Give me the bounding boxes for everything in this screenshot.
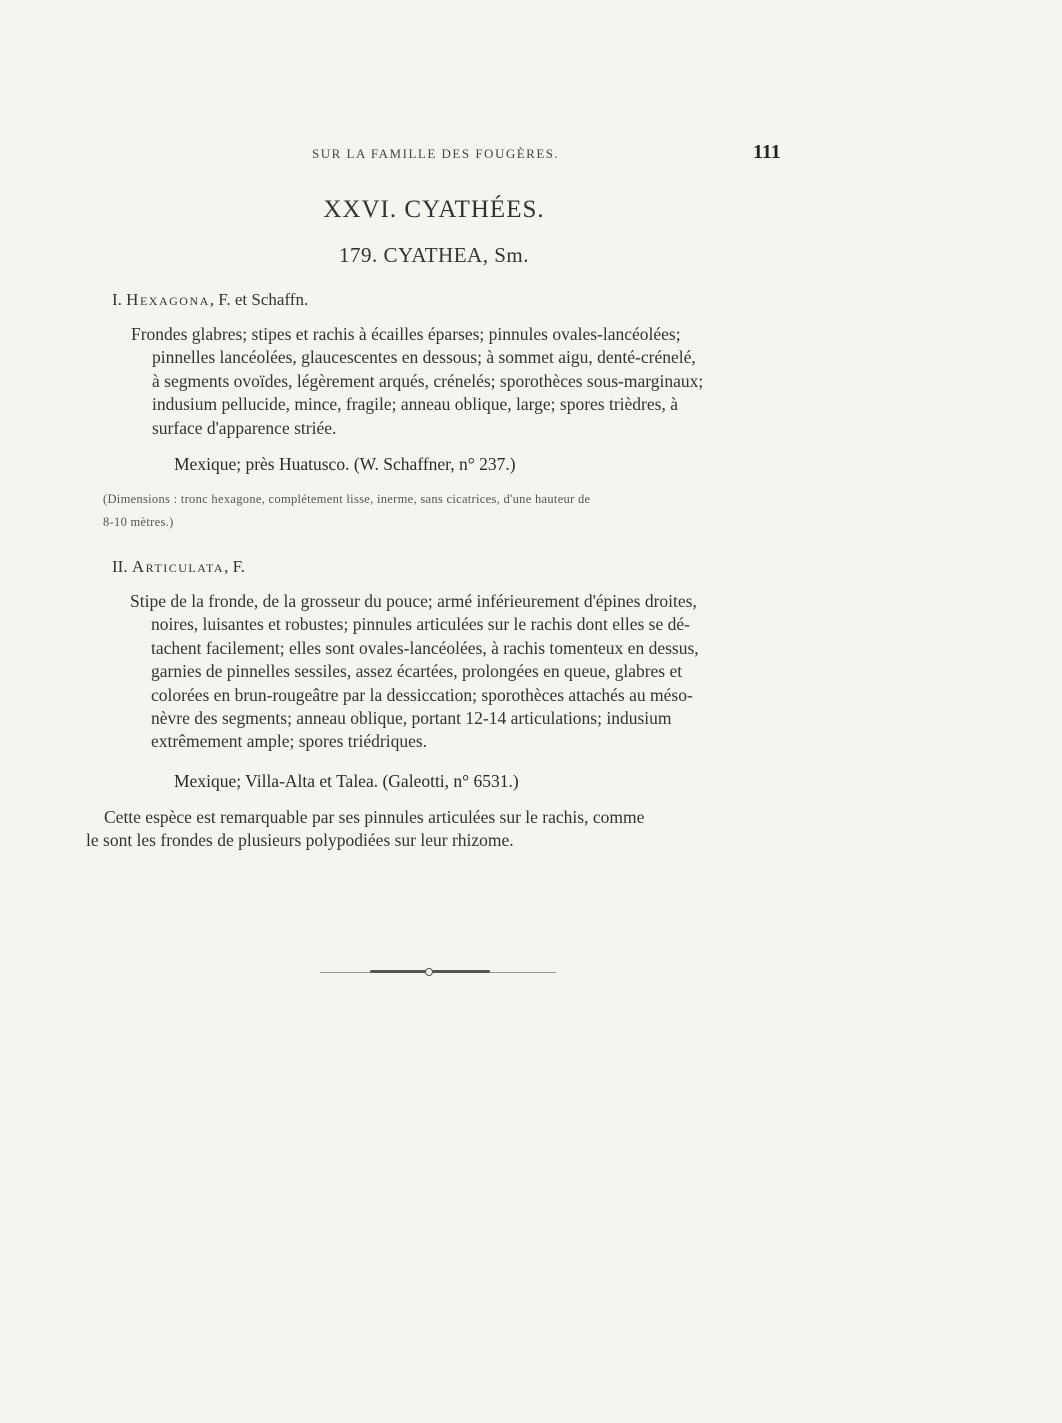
species-locality-hexagona: Mexique; près Huatusco. (W. Schaffner, n° 237.) [174, 454, 516, 474]
description-line: à segments ovoïdes, légèrement arqués, crénelés; sporothèces sous-marginaux; [152, 370, 704, 391]
dimensions-line: (Dimensions : tronc hexagone, complétement lisse, inerme, sans cicatrices, d'une hauteur de [103, 492, 591, 506]
species-numeral: II. [112, 557, 128, 576]
description-line: extrêmement ample; spores triédriques. [151, 731, 428, 752]
species-numeral: I. [112, 290, 122, 309]
closing-note [86, 806, 786, 853]
closing-note-line: le sont les frondes de plusieurs polypodiées sur leur rhizome. [86, 830, 514, 851]
end-rule-ornament-dot [425, 968, 433, 976]
description-line: tachent facilement; elles sont ovales-lancéolées, à rachis tomenteux en dessus, [151, 637, 699, 658]
species-description-articulata [130, 590, 782, 754]
description-line: indusium pellucide, mince, fragile; anneau oblique, large; spores trièdres, à [152, 394, 678, 415]
species-description-hexagona [131, 323, 779, 440]
species-name: Hexagona [126, 290, 210, 309]
dimensions-line: 8-10 mètres.) [103, 515, 174, 529]
species-dimensions-hexagona [103, 488, 783, 534]
running-title: SUR LA FAMILLE DES FOUGÈRES. [312, 146, 560, 161]
description-line: colorées en brun-rougeâtre par la dessiccation; sporothèces attachés au méso- [151, 684, 693, 705]
genus-title: 179. CYATHEA, Sm. [339, 243, 529, 267]
species-locality-articulata: Mexique; Villa-Alta et Talea. (Galeotti, n° 6531.) [174, 771, 519, 791]
species-authority: , F. [224, 557, 245, 576]
description-line: noires, luisantes et robustes; pinnules articulées sur le rachis dont elles se dé- [151, 614, 690, 635]
description-line: nèvre des segments; anneau oblique, portant 12-14 articulations; indusium [151, 708, 672, 729]
species-heading-hexagona [112, 290, 308, 310]
page-number: 111 [753, 141, 781, 163]
description-line: garnies de pinnelles sessiles, assez écartées, prolongées en queue, glabres et [151, 661, 683, 682]
species-name: Articulata [131, 557, 225, 576]
species-authority: , F. et Schaffn. [209, 290, 309, 309]
family-title: XXVI. CYATHÉES. [323, 196, 545, 223]
closing-note-line: Cette espèce est remarquable par ses pinnules articulées sur le rachis, comme [104, 807, 645, 827]
species-heading-articulata [112, 557, 245, 577]
description-line: pinnelles lancéolées, glaucescentes en dessous; à sommet aigu, denté-crénelé, [152, 347, 696, 368]
description-line: Frondes glabres; stipes et rachis à écailles éparses; pinnules ovales-lancéolées; [131, 324, 681, 344]
description-line: surface d'apparence striée. [152, 417, 337, 438]
description-line: Stipe de la fronde, de la grosseur du pouce; armé inférieurement d'épines droites, [130, 591, 697, 611]
